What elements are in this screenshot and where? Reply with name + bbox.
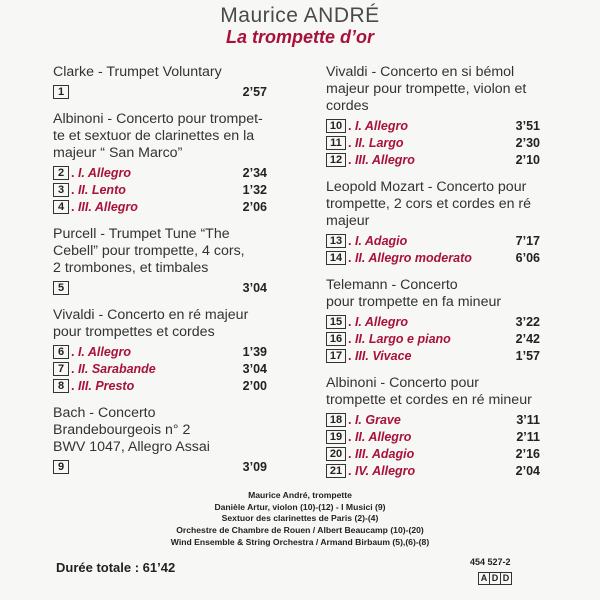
track-number: 4 — [53, 200, 69, 214]
track-duration: 2’11 — [516, 429, 540, 444]
track-duration: 2’00 — [242, 378, 267, 393]
credits — [0, 490, 600, 549]
track-row — [53, 181, 267, 198]
track-row — [326, 313, 540, 330]
bullet-icon: . — [348, 152, 355, 167]
work-block — [326, 277, 540, 364]
track-duration: 2’06 — [242, 199, 267, 214]
track-number: 7 — [53, 362, 69, 376]
track-row — [326, 330, 540, 347]
movement-label: I. Grave — [354, 412, 401, 427]
track-number: 20 — [326, 447, 346, 461]
work-title: Albinoni - Concerto pour trompet- te et sextuor de clarinettes en la majeur “ San Marco” — [53, 111, 263, 161]
credit-line: Wind Ensemble & String Orchestra / Armand Birbaum (5),(6)-(8) — [170, 536, 430, 547]
bullet-icon: . — [348, 233, 355, 248]
bullet-icon: . — [71, 165, 78, 180]
track-duration: 2’04 — [515, 463, 540, 478]
track-number: 21 — [326, 464, 346, 478]
movement-label: I. Allegro — [354, 314, 408, 329]
track-number: 12 — [326, 153, 346, 167]
movement-label: I. Allegro — [77, 165, 131, 180]
movement-name — [348, 119, 500, 133]
movement-name — [71, 362, 227, 376]
work-block — [53, 405, 267, 475]
work-block — [53, 64, 267, 100]
track-row — [326, 232, 540, 249]
work-block — [326, 375, 540, 479]
track-number: 1 — [53, 85, 69, 99]
track-number: 11 — [326, 136, 346, 150]
movement-label: III. Adagio — [354, 446, 415, 461]
bullet-icon: . — [348, 314, 355, 329]
work-title: Purcell - Trumpet Tune “The Cebell” pour trompette, 4 cors, 2 trombones, et timbales — [53, 226, 245, 276]
bullet-icon: . — [71, 378, 78, 393]
track-number: 13 — [326, 234, 346, 248]
track-row — [326, 117, 540, 134]
track-row — [53, 83, 267, 100]
track-row — [326, 249, 540, 266]
movement-name — [348, 464, 500, 478]
movement-label: II. Lento — [77, 182, 126, 197]
artist-name: Maurice ANDRÉ — [220, 4, 380, 27]
work-block — [53, 111, 267, 215]
bullet-icon: . — [71, 199, 78, 214]
bullet-icon: . — [348, 118, 355, 133]
track-number: 5 — [53, 281, 69, 295]
bullet-icon: . — [348, 135, 355, 150]
track-duration: 3’11 — [516, 412, 540, 427]
movement-name — [348, 251, 500, 265]
track-duration: 2’57 — [242, 84, 267, 99]
credit-line: Orchestre de Chambre de Rouen / Albert Beaucamp (10)-(20) — [176, 525, 424, 536]
movement-label: III. Allegro — [354, 152, 415, 167]
track-row — [326, 411, 540, 428]
movement-label: IV. Allegro — [354, 463, 416, 478]
movement-label: I. Allegro — [77, 344, 131, 359]
work-block — [326, 179, 540, 266]
track-row — [53, 343, 267, 360]
work-title: Vivaldi - Concerto en si bémol majeur pour trompette, violon et cordes — [326, 64, 527, 114]
track-duration: 2’34 — [242, 165, 267, 180]
track-row — [53, 198, 267, 215]
work-block — [326, 64, 540, 168]
track-number: 19 — [326, 430, 346, 444]
movement-label: I. Allegro — [354, 118, 408, 133]
track-number: 18 — [326, 413, 346, 427]
track-duration: 7’17 — [515, 233, 540, 248]
track-duration: 2’30 — [515, 135, 540, 150]
track-number: 14 — [326, 251, 346, 265]
track-number: 16 — [326, 332, 346, 346]
track-number: 6 — [53, 345, 69, 359]
track-number: 9 — [53, 460, 69, 474]
track-number: 8 — [53, 379, 69, 393]
movement-name — [348, 153, 500, 167]
track-duration: 3’22 — [515, 314, 540, 329]
add-letter: D — [500, 572, 512, 585]
movement-name — [348, 447, 500, 461]
bullet-icon: . — [348, 250, 355, 265]
track-duration: 2’10 — [515, 152, 540, 167]
track-number: 3 — [53, 183, 69, 197]
bullet-icon: . — [348, 446, 355, 461]
track-row — [326, 462, 540, 479]
work-title: Clarke - Trumpet Voluntary — [53, 64, 222, 80]
movement-label: III. Vivace — [354, 348, 412, 363]
track-number: 15 — [326, 315, 346, 329]
track-duration: 2’16 — [515, 446, 540, 461]
work-title: Vivaldi - Concerto en ré majeur pour trompettes et cordes — [53, 307, 249, 340]
track-row — [326, 445, 540, 462]
bullet-icon: . — [348, 331, 355, 346]
catalog-number: 454 527-2 — [470, 557, 511, 567]
movement-label: III. Allegro — [77, 199, 138, 214]
movement-name — [348, 234, 500, 248]
track-row — [53, 360, 267, 377]
movement-name — [348, 136, 500, 150]
add-letter: A — [478, 572, 490, 585]
work-title: Bach - Concerto Brandebourgeois n° 2 BWV 1047, Allegro Assai — [53, 405, 210, 455]
track-row — [53, 279, 267, 296]
album-title: La trompette d’or — [225, 27, 374, 47]
track-number: 2 — [53, 166, 69, 180]
track-duration: 3’04 — [242, 361, 267, 376]
track-row — [326, 134, 540, 151]
track-duration: 2’42 — [515, 331, 540, 346]
credit-line: Sextuor des clarinettes de Paris (2)-(4) — [221, 513, 379, 524]
track-duration: 3’09 — [242, 459, 267, 474]
bullet-icon: . — [348, 463, 355, 478]
work-title: Albinoni - Concerto pour trompette et cordes en ré mineur — [326, 375, 532, 408]
track-duration: 3’04 — [242, 280, 267, 295]
movement-label: II. Largo — [354, 135, 404, 150]
work-title: Leopold Mozart - Concerto pour trompette, 2 cors et cordes en ré majeur — [326, 179, 532, 229]
bullet-icon: . — [71, 361, 78, 376]
track-duration: 1’32 — [242, 182, 267, 197]
track-duration: 1’39 — [242, 344, 267, 359]
track-row — [53, 458, 267, 475]
bullet-icon: . — [348, 412, 355, 427]
track-number: 10 — [326, 119, 346, 133]
right-column — [326, 64, 540, 490]
credit-line: Danièle Artur, violon (10)-(12) - I Musici (9) — [214, 501, 386, 512]
movement-name — [348, 315, 500, 329]
add-letter: D — [489, 572, 501, 585]
movement-name — [348, 349, 500, 363]
track-row — [53, 164, 267, 181]
movement-name — [71, 166, 227, 180]
movement-name — [71, 345, 227, 359]
bullet-icon: . — [348, 348, 355, 363]
work-block — [53, 226, 267, 296]
track-duration: 1’57 — [515, 348, 540, 363]
bullet-icon: . — [348, 429, 355, 444]
movement-name — [348, 430, 500, 444]
track-row — [53, 377, 267, 394]
track-row — [326, 347, 540, 364]
movement-label: I. Adagio — [354, 233, 408, 248]
movement-label: II. Allegro — [354, 429, 412, 444]
movement-name — [71, 200, 227, 214]
movement-label: II. Largo e piano — [354, 331, 451, 346]
track-duration: 6’06 — [515, 250, 540, 265]
movement-label: II. Sarabande — [77, 361, 156, 376]
credit-line: Maurice André, trompette — [248, 490, 352, 500]
movement-name — [348, 332, 500, 346]
total-duration: Durée totale : 61’42 — [56, 560, 176, 575]
add-code — [478, 572, 511, 585]
track-duration: 3’51 — [515, 118, 540, 133]
movement-label: II. Allegro moderato — [354, 250, 472, 265]
track-number: 17 — [326, 349, 346, 363]
bullet-icon: . — [71, 344, 78, 359]
movement-name — [71, 379, 227, 393]
bullet-icon: . — [71, 182, 78, 197]
track-row — [326, 151, 540, 168]
work-title: Telemann - Concerto pour trompette en fa mineur — [326, 277, 502, 310]
movement-label: III. Presto — [77, 378, 135, 393]
movement-name — [71, 183, 227, 197]
track-row — [326, 428, 540, 445]
work-block — [53, 307, 267, 394]
left-column — [53, 64, 267, 486]
movement-name — [348, 413, 500, 427]
